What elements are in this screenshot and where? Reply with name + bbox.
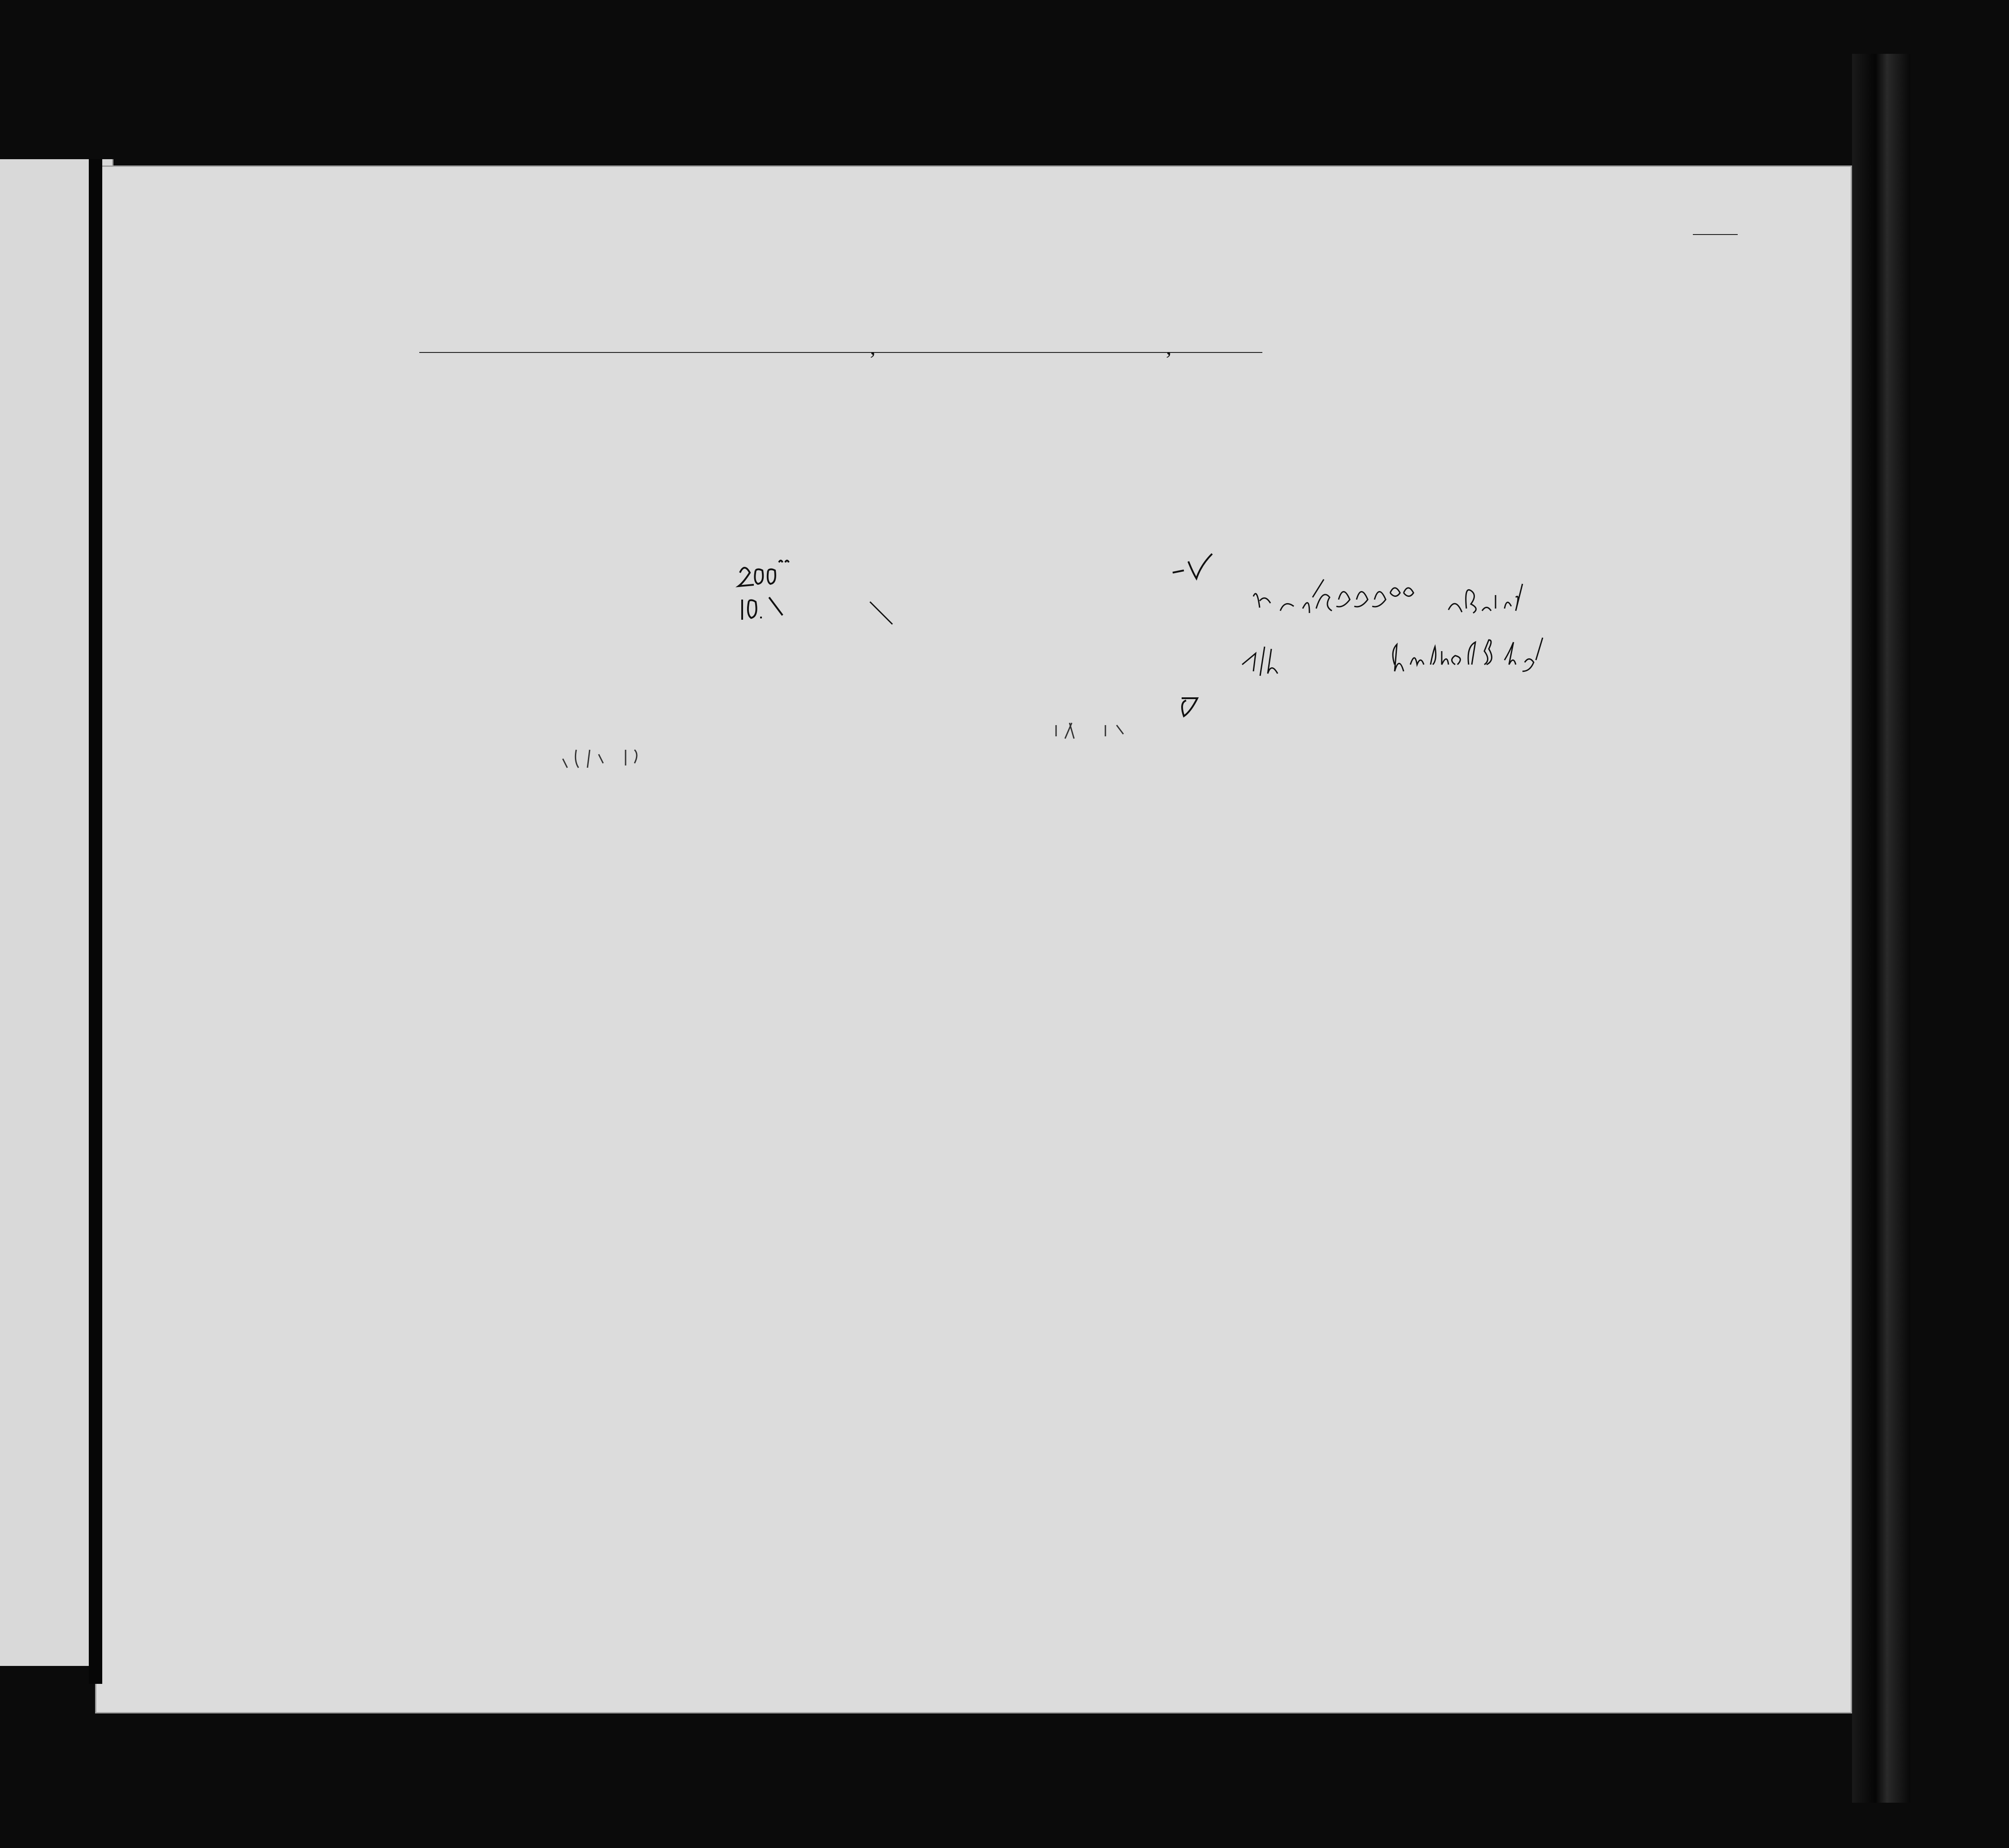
handwritten-mark-row4-5 [1182, 698, 1197, 716]
comma: , [870, 334, 876, 359]
comma: , [1166, 334, 1172, 359]
handwriting-overlay [96, 167, 1851, 1712]
handwritten-fifty-row2 [742, 597, 783, 620]
handwritten-marks-row6 [563, 723, 1123, 768]
handwritten-check-row3 [870, 602, 892, 624]
manifest-sheet [96, 167, 1851, 1712]
handwritten-money-note [1253, 579, 1522, 613]
handwritten-check-row1 [1173, 554, 1212, 578]
binding-fold [89, 159, 102, 1684]
right-binding [1852, 54, 1910, 1803]
handwritten-fifty-row1 [739, 561, 789, 586]
handwritten-row4-note [1242, 638, 1543, 676]
